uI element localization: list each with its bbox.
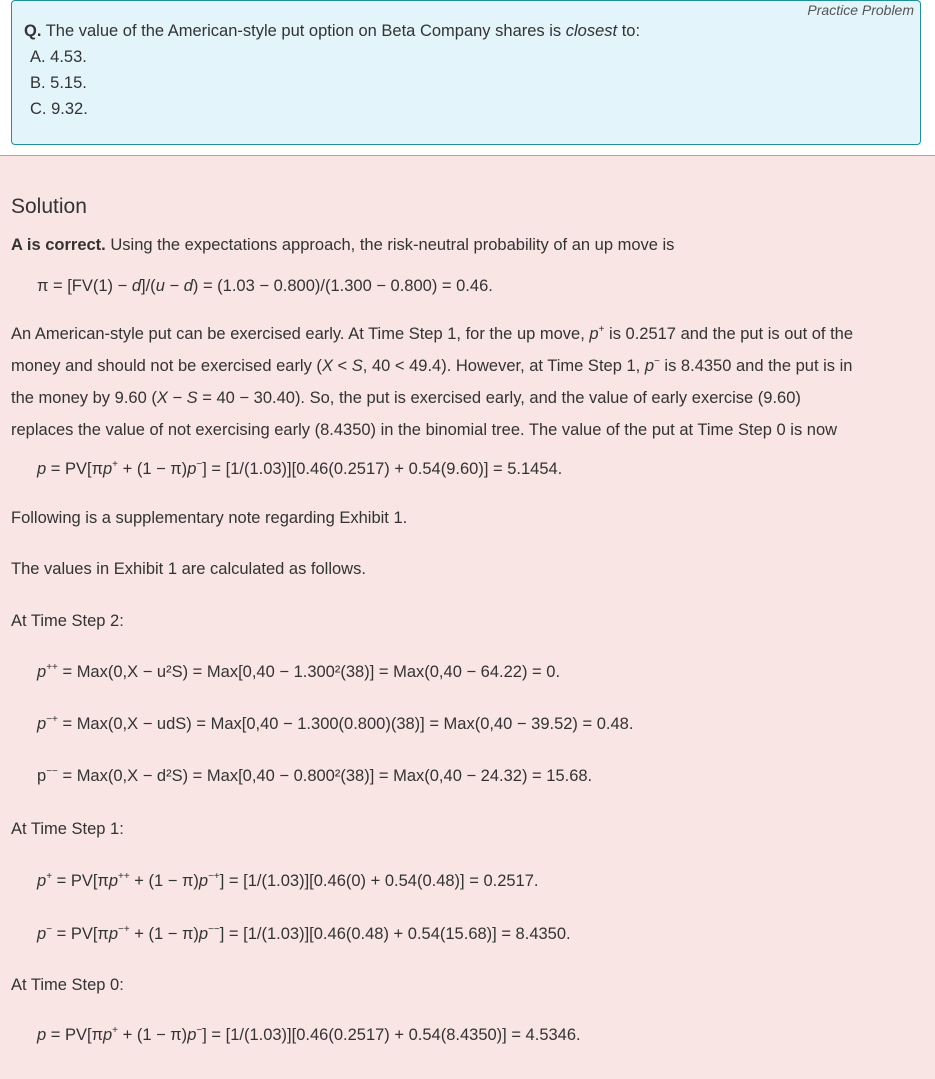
formula-p-up: p+ = PV[πp++ + (1 − π)p−+] = [1/(1.03)][0.46(0) + 0.54(0.48)] = 0.2517. — [37, 870, 539, 890]
practice-problem-box — [11, 0, 921, 145]
solution-intro: A is correct. Using the expectations approach, the risk-neutral probability of an up move is — [11, 236, 675, 254]
question-prefix: Q. — [24, 22, 42, 40]
paragraph-line-1: An American-style put can be exercised early. At Time Step 1, for the up move, p+ is 0.2517 and the put is out of the — [11, 323, 854, 343]
time-step-0-heading: At Time Step 0: — [11, 976, 124, 994]
time-step-1-heading: At Time Step 1: — [11, 820, 124, 838]
option-a: A. 4.53. — [30, 48, 87, 66]
time-step-2-heading: At Time Step 2: — [11, 612, 124, 630]
formula-p-down-up: p−+ = Max(0,X − udS) = Max[0,40 − 1.300(0.800)(38)] = Max(0,40 − 39.52) = 0.48. — [37, 713, 634, 733]
supplementary-note: Following is a supplementary note regarding Exhibit 1. — [11, 509, 408, 527]
pi-equation: π = [FV(1) − d]/(u − d) = (1.03 − 0.800)/(1.300 − 0.800) = 0.46. — [37, 277, 493, 295]
calc-intro: The values in Exhibit 1 are calculated as follows. — [11, 560, 366, 578]
formula-p-up-up: p++ = Max(0,X − u²S) = Max[0,40 − 1.300²(38)] = Max(0,40 − 64.22) = 0. — [37, 661, 561, 681]
option-b: B. 5.15. — [30, 74, 87, 92]
paragraph-line-3: the money by 9.60 (X − S = 40 − 30.40). So, the put is exercised early, and the value of early exercise (9.60) — [11, 389, 801, 407]
put-value-equation-1: p = PV[πp+ + (1 − π)p−] = [1/(1.03)][0.46(0.2517) + 0.54(9.60)] = 5.1454. — [37, 458, 563, 478]
paragraph-line-2: money and should not be exercised early (X < S, 40 < 49.4). However, at Time Step 1, p− is 8.4350 and the put is in — [11, 355, 853, 375]
option-c: C. 9.32. — [30, 100, 88, 118]
solution-title: Solution — [11, 195, 87, 218]
formula-p-zero: p = PV[πp+ + (1 − π)p−] = [1/(1.03)][0.46(0.2517) + 0.54(8.4350)] = 4.5346. — [37, 1024, 581, 1044]
formula-p-down-down: p−− = Max(0,X − d²S) = Max[0,40 − 0.800²(38)] = Max(0,40 − 24.32) = 15.68. — [37, 765, 593, 785]
verdict: A is correct. — [11, 236, 106, 254]
question-text: Q. The value of the American-style put option on Beta Company shares is closest to: — [24, 22, 641, 40]
paragraph-line-4: replaces the value of not exercising early (8.4350) in the binomial tree. The value of the put at Time Step 0 is now — [11, 421, 838, 439]
formula-p-down: p− = PV[πp−+ + (1 − π)p−−] = [1/(1.03)][0.46(0.48) + 0.54(15.68)] = 8.4350. — [37, 923, 571, 943]
practice-problem-badge: Practice Problem — [807, 2, 914, 18]
